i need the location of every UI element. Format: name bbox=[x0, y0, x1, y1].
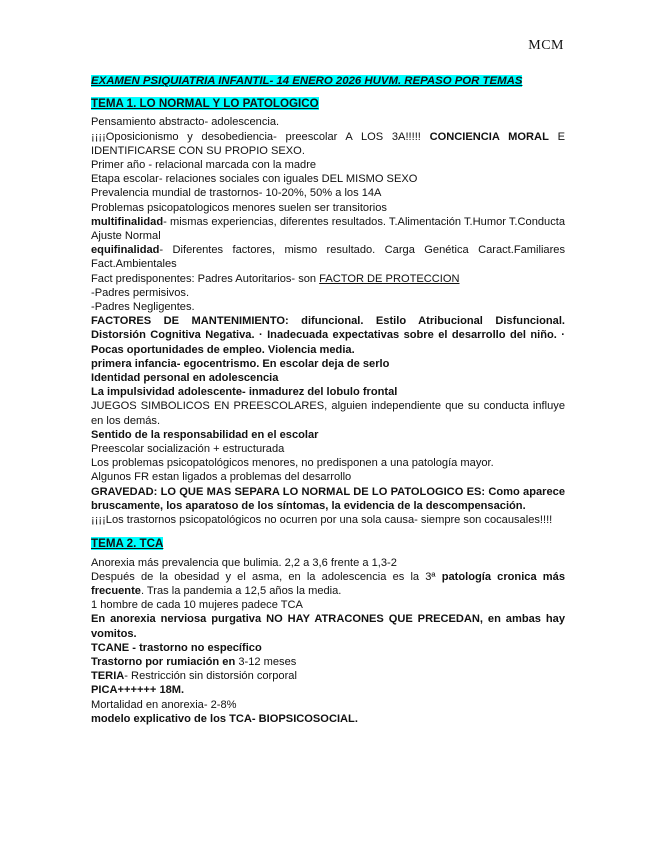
text-line: Preescolar socialización + estructurada bbox=[91, 443, 285, 456]
text-line: PICA++++++ 18M. bbox=[91, 684, 185, 697]
text-line: La impulsividad adolescente- inmadurez del lobulo frontal bbox=[91, 386, 398, 399]
author-initials: MCM bbox=[528, 38, 564, 53]
text-line: Trastorno por rumiación en 3-12 meses bbox=[91, 655, 297, 668]
text-line: FACTORES DE MANTENIMIENTO: difuncional. Estilo Atribucional Disfuncional. Distorsión Cognitiva Negativa. · Inadecuada expectativas sobre el desarrollo del niño. · Pocas oportunidades de empleo. Violencia media. bbox=[91, 315, 565, 356]
text-line: Mortalidad en anorexia- 2-8% bbox=[91, 698, 237, 711]
document-body bbox=[91, 74, 565, 726]
text-line: TERIA- Restricción sin distorsión corporal bbox=[91, 670, 297, 683]
text-line: equifinalidad- Diferentes factores, mismo resultado. Carga Genética Caract.Familiares Fact.Ambientales bbox=[91, 244, 565, 271]
text-line: Algunos FR estan ligados a problemas del desarrollo bbox=[91, 471, 352, 484]
text-line: Identidad personal en adolescencia bbox=[91, 372, 279, 385]
text-line: Problemas psicopatologicos menores suelen ser transitorios bbox=[91, 201, 387, 214]
text-line: Pensamiento abstracto- adolescencia. bbox=[91, 116, 280, 129]
text-line: Después de la obesidad y el asma, en la adolescencia es la 3ª patología cronica más frecuente. Tras la pandemia a 12,5 años la media. bbox=[91, 570, 566, 597]
section-heading-tema2: TEMA 2. TCA bbox=[91, 537, 164, 551]
text-line: primera infancia- egocentrismo. En escolar deja de serlo bbox=[91, 357, 390, 370]
text-line: ¡¡¡¡Oposicionismo y desobediencia- preescolar A LOS 3A!!!!! CONCIENCIA MORAL E IDENTIFICARSE CON SU PROPIO SEXO. bbox=[91, 130, 565, 157]
text-line: Primer año - relacional marcada con la madre bbox=[91, 159, 317, 172]
text-line: Etapa escolar- relaciones sociales con iguales DEL MISMO SEXO bbox=[91, 173, 418, 186]
text-line: 1 hombre de cada 10 mujeres padece TCA bbox=[91, 599, 303, 612]
text-line: Anorexia más prevalencia que bulimia. 2,2 a 3,6 frente a 1,3-2 bbox=[91, 556, 397, 569]
text-line: En anorexia nerviosa purgativa NO HAY ATRACONES QUE PRECEDAN, en ambas hay vomitos. bbox=[91, 613, 565, 640]
text-line: GRAVEDAD: LO QUE MAS SEPARA LO NORMAL DE LO PATOLOGICO ES: Como aparece bruscamente, los aparatoso de los síntomas, la evidencia de la descompensación. bbox=[91, 485, 565, 512]
text-line: Fact predisponentes: Padres Autoritarios- son FACTOR DE PROTECCION bbox=[91, 272, 460, 285]
section-heading-tema1: TEMA 1. LO NORMAL Y LO PATOLOGICO bbox=[91, 97, 319, 111]
text-line: modelo explicativo de los TCA- BIOPSICOSOCIAL. bbox=[91, 712, 358, 725]
text-line: Sentido de la responsabilidad en el escolar bbox=[91, 428, 319, 441]
text-line: -Padres permisivos. bbox=[91, 286, 190, 299]
text-line: Los problemas psicopatológicos menores, no predisponen a una patología mayor. bbox=[91, 457, 494, 470]
text-line: JUEGOS SIMBOLICOS EN PREESCOLARES, alguien independiente que su conducta influye en los demás. bbox=[91, 400, 565, 427]
text-line: TCANE - trastorno no específico bbox=[91, 641, 262, 654]
text-line: Prevalencia mundial de trastornos- 10-20%, 50% a los 14A bbox=[91, 187, 382, 200]
text-line: ¡¡¡¡Los trastornos psicopatológicos no ocurren por una sola causa- siempre son cocausales!!!! bbox=[91, 514, 553, 527]
text-line: multifinalidad- mismas experiencias, diferentes resultados. T.Alimentación T.Humor T.Conducta Ajuste Normal bbox=[91, 215, 565, 243]
text-line: -Padres Negligentes. bbox=[91, 301, 195, 314]
document-title: EXAMEN PSIQUIATRIA INFANTIL- 14 ENERO 2026 HUVM. REPASO POR TEMAS bbox=[91, 75, 523, 87]
